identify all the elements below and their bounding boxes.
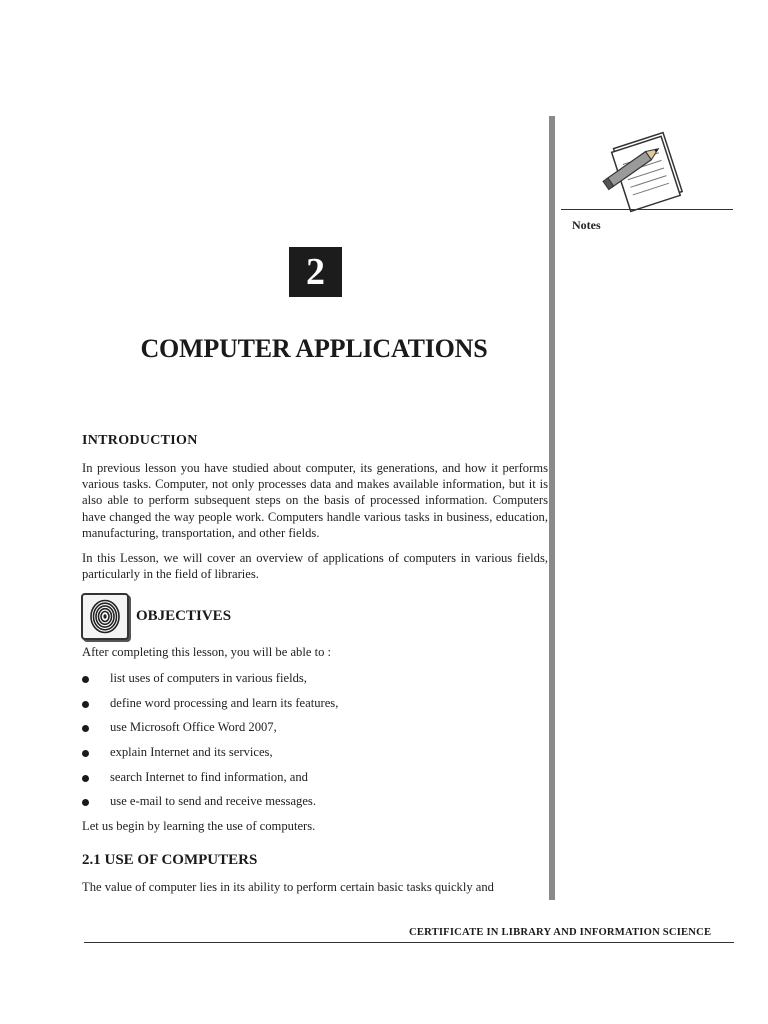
notes-label: Notes [572,218,601,232]
list-item-text: search Internet to find information, and [110,770,308,784]
target-icon [83,595,127,638]
bullet-icon [82,676,89,683]
bullet-icon [82,799,89,806]
column-divider [549,116,555,900]
notepad-pencil-icon [600,126,690,216]
list-item-text: use Microsoft Office Word 2007, [110,720,277,734]
objectives-icon-frame [81,593,129,640]
notes-rule [561,209,733,210]
footer-rule [84,942,734,943]
section-heading: 2.1 USE OF COMPUTERS [82,852,258,868]
introduction-paragraph-1: In previous lesson you have studied about computer, its generations, and how it performs various tasks. Computer, not only processes data and makes available information, but it is also able to perform subsequent steps on the basis of processed information. Computers have changed the way people work. Computers handle various tasks in business, education, manufacturing, transportation, and other fields. [82,461,548,540]
introduction-paragraph-2: In this Lesson, we will cover an overview of applications of computers in various fields, particularly in the field of libraries. [82,551,548,582]
list-item-text: use e-mail to send and receive messages. [110,794,316,808]
objectives-closing: Let us begin by learning the use of computers. [82,819,316,833]
objectives-intro: After completing this lesson, you will be able to : [82,645,332,659]
footer-title: CERTIFICATE IN LIBRARY AND INFORMATION SCIENCE [409,927,712,938]
introduction-heading: INTRODUCTION [82,433,198,448]
chapter-number: 2 [289,247,342,297]
list-item-text: explain Internet and its services, [110,745,273,759]
list-item-text: list uses of computers in various fields, [110,671,307,685]
chapter-title: COMPUTER APPLICATIONS [140,334,488,363]
bullet-icon [82,725,89,732]
section-paragraph: The value of computer lies in its ability to perform certain basic tasks quickly and [82,880,494,894]
bullet-icon [82,701,89,708]
bullet-icon [82,775,89,782]
bullet-icon [82,750,89,757]
objectives-heading: OBJECTIVES [136,608,232,624]
list-item-text: define word processing and learn its features, [110,696,339,710]
